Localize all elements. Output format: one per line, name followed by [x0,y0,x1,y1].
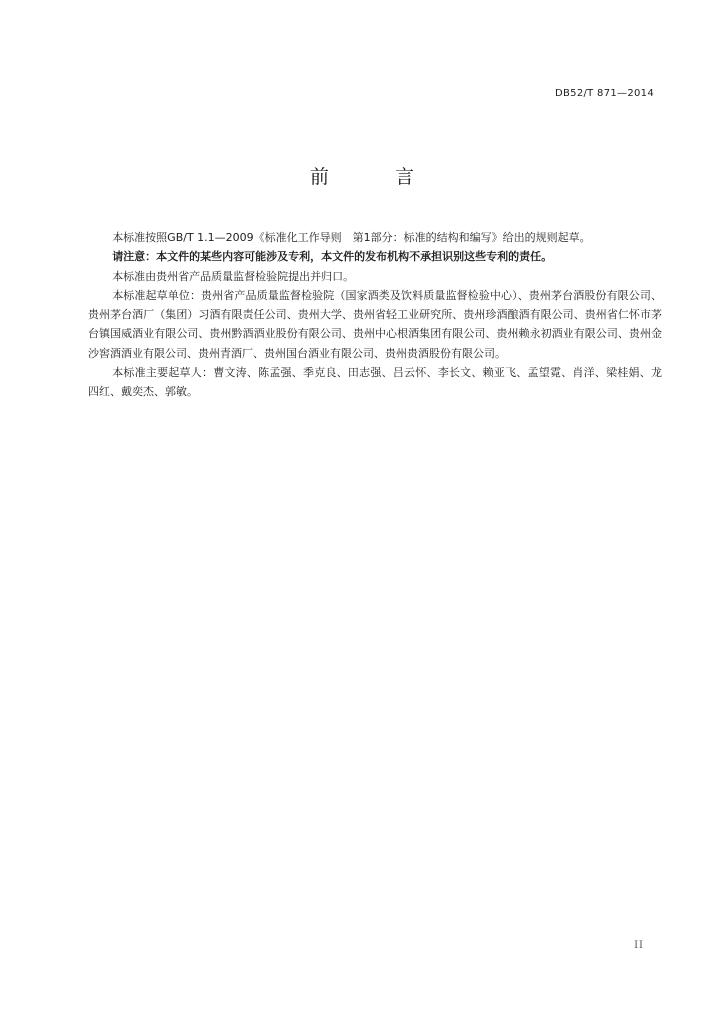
foreword-body [88,228,662,402]
foreword-title: 前 言 [309,166,445,188]
paragraph-proposer: 本标准由贵州省产品质量监督检验院提出并归口。 [112,269,355,283]
paragraph-drafters: 本标准主要起草人：曹文涛、陈孟强、季克良、田志强、吕云怀、李长文、赖亚飞、孟望霓、肖洋、梁桂娟、龙四红、戴奕杰、郭敏。 [88,366,662,399]
paragraph-drafting-rules: 本标准按照GB/T 1.1—2009《标准化工作导则 第1部分：标准的结构和编写》给出的规则起草。 [112,231,591,244]
page-number: II [634,940,644,951]
paragraph-drafting-units: 本标准起草单位：贵州省产品质量监督检验院（国家酒类及饮料质量监督检验中心）、贵州茅台酒股份有限公司、贵州茅台酒厂（集团）习酒有限责任公司、贵州大学、贵州省轻工业研究所、贵州珍酒酿酒有限公司、贵州省仁怀市茅台镇国威酒业有限公司、贵州黔酒酒业股份有限公司、贵州中心根酒集团有限公司、贵州赖永初酒业有限公司、贵州金沙窖酒酒业有限公司、贵州青酒厂、贵州国台酒业有限公司、贵州贵酒股份有限公司。 [88,288,662,360]
paragraph-patent-notice: 请注意：本文件的某些内容可能涉及专利，本文件的发布机构不承担识别这些专利的责任。 [112,250,553,264]
standard-code-header: DB52/T 871—2014 [555,88,654,99]
